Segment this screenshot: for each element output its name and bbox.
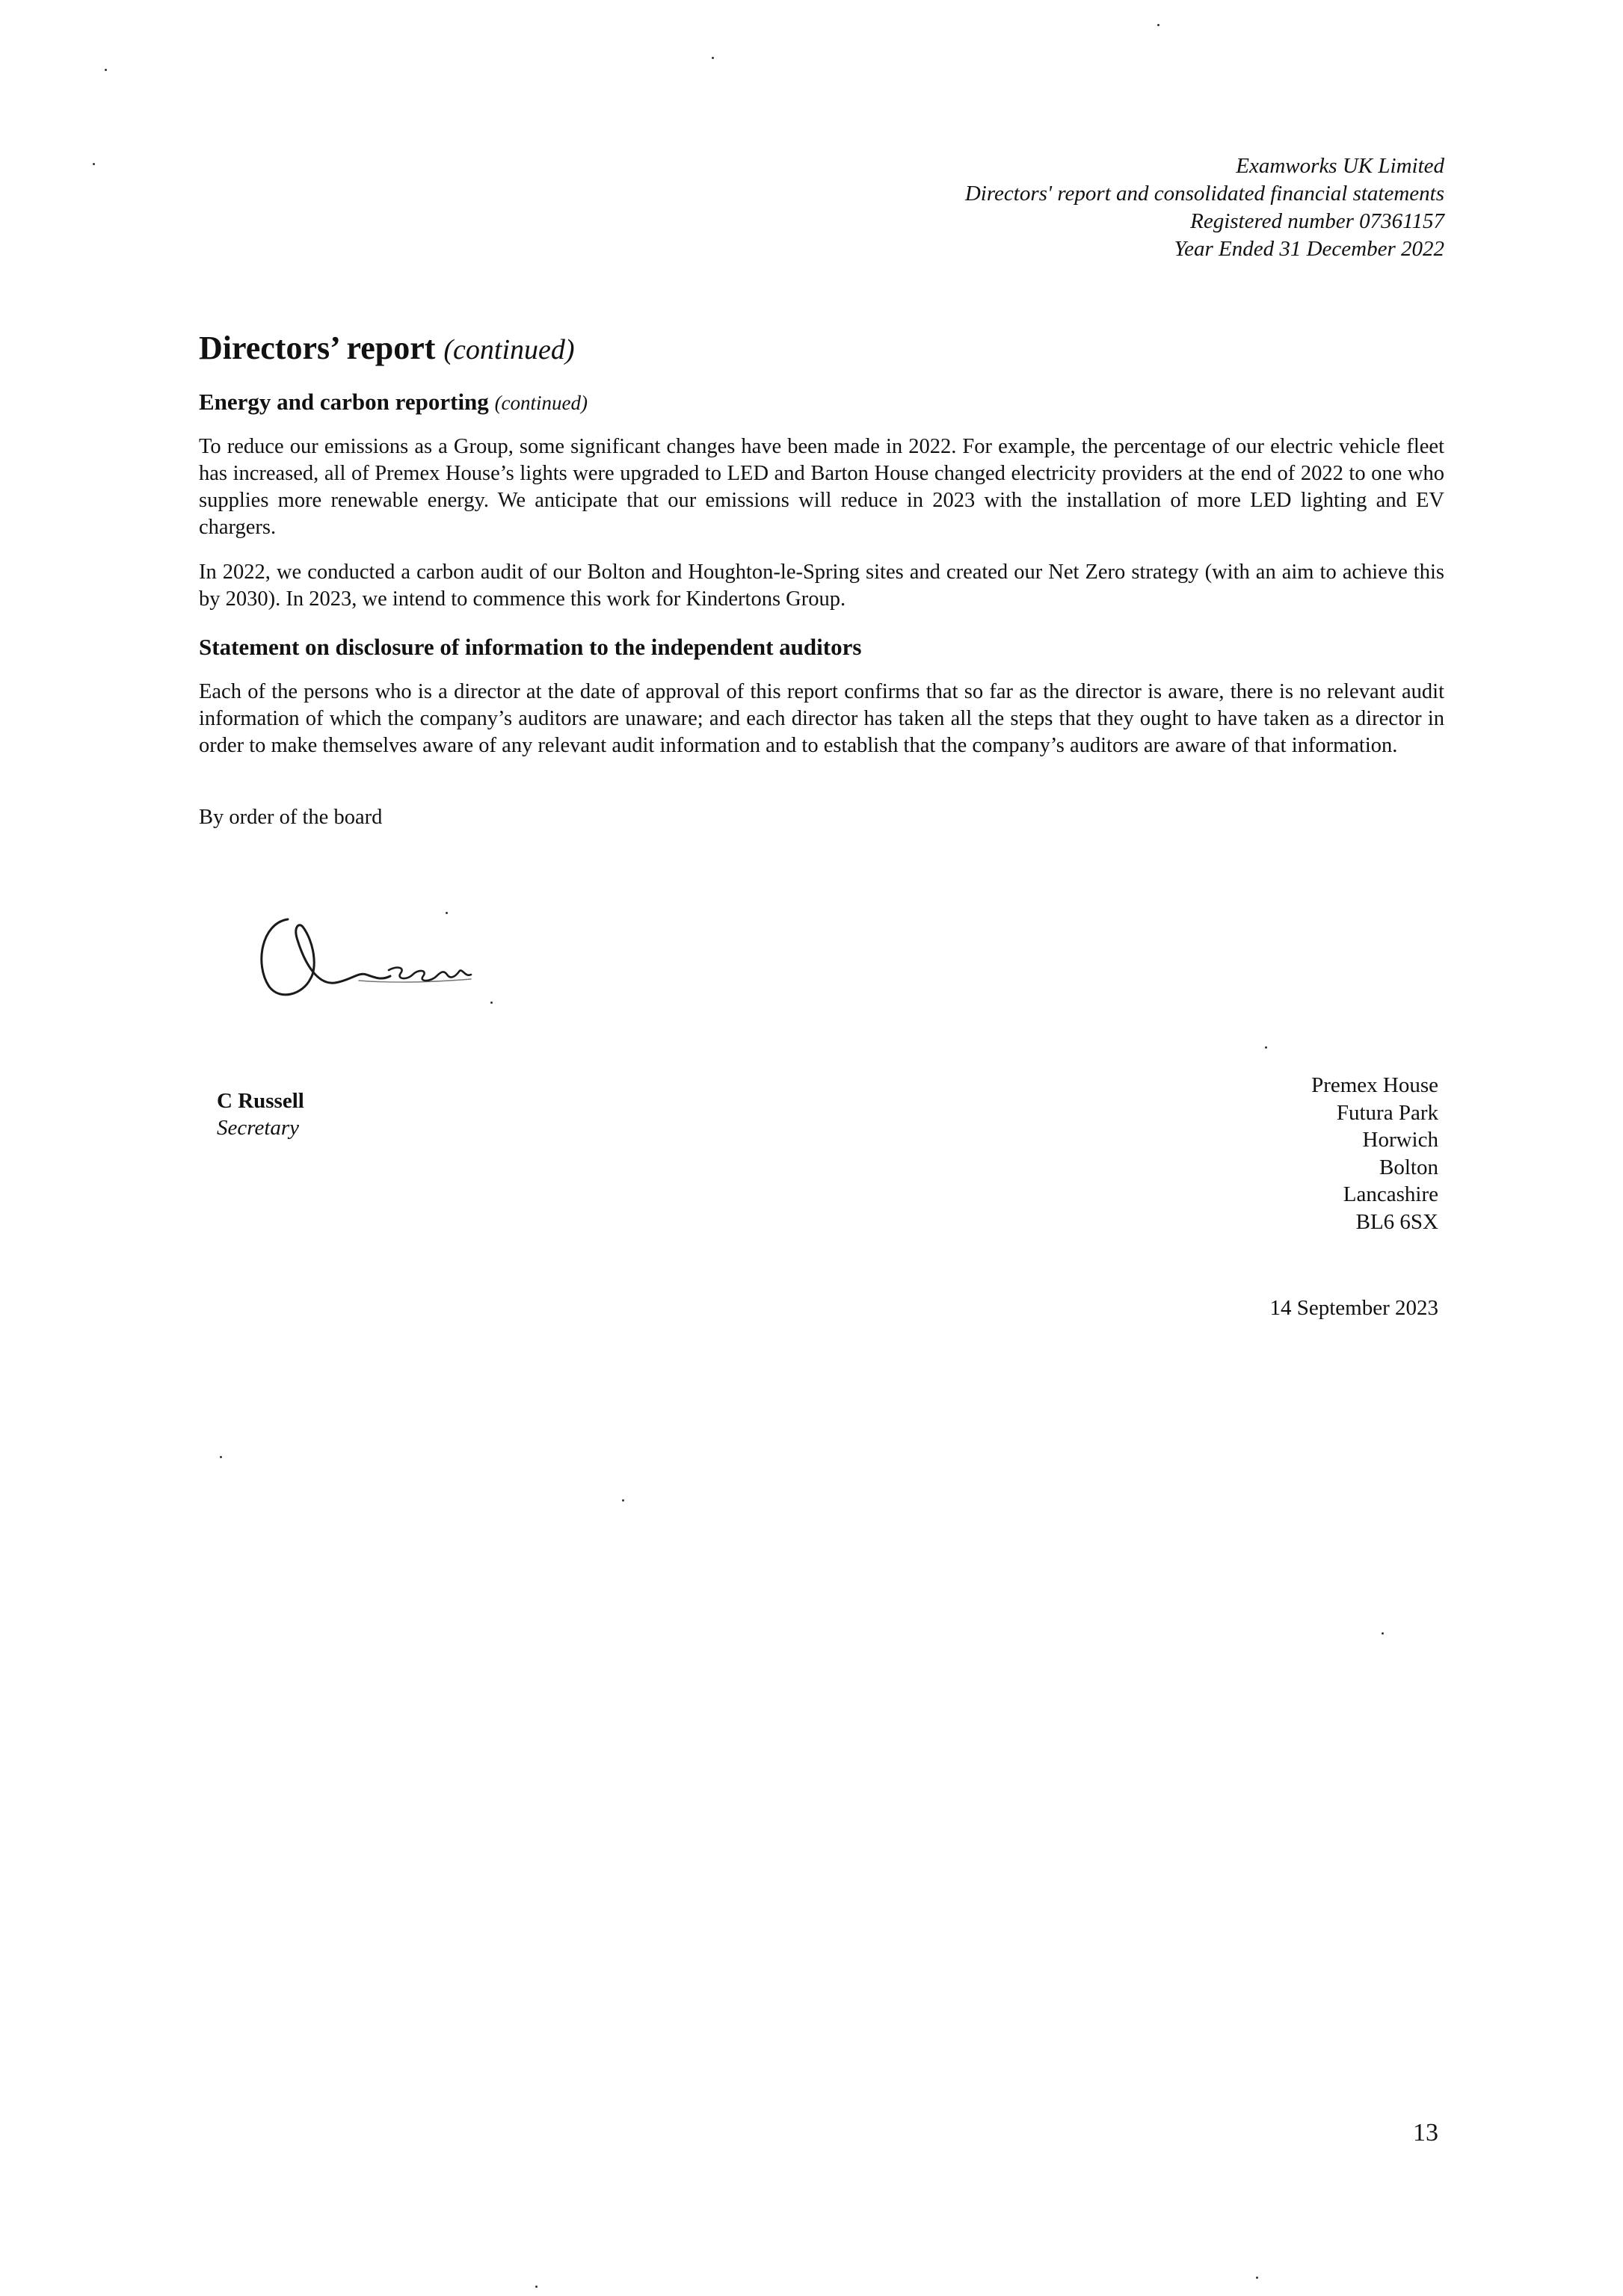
address-line: Futura Park [1336,1100,1438,1125]
address-line: Premex House [1311,1073,1438,1097]
signatory-role: Secretary [217,1116,300,1140]
scan-speck [1157,24,1159,26]
signatory-block [217,1087,304,1141]
address-line: Lancashire [1343,1182,1438,1206]
section-heading-energy [199,387,588,418]
scan-speck [490,1002,493,1004]
section-heading-statement: Statement on disclosure of information to the independent auditors [199,634,862,660]
registered-address [1121,1072,1438,1235]
scan-speck [712,57,714,59]
signatory-name: C Russell [217,1089,304,1113]
page-title-main: Directors’ report [199,330,436,366]
scan-speck [93,163,95,165]
document-header [822,152,1444,263]
header-company: Examworks UK Limited [1236,154,1444,178]
header-document: Directors' report and consolidated financial statements [964,182,1444,206]
energy-heading-continued: (continued) [494,392,588,414]
address-line: Bolton [1379,1155,1438,1179]
address-line: Horwich [1362,1128,1438,1152]
page-title-continued: (continued) [443,334,575,365]
energy-paragraph-1: To reduce our emissions as a Group, some significant changes have been made in 2022. For example, the percentage of our electric vehicle fleet has increased, all of Premex House’s lights were upgraded to LED and Barton House changed electricity providers at the end of 2022 to one who supplies more renewable energy. We anticipate that our emissions will reduce in 2023 with the installation of more LED lighting and EV chargers. [199,435,1444,539]
scan-speck [220,1456,222,1458]
header-period: Year Ended 31 December 2022 [1174,237,1444,261]
scan-speck [1382,1632,1384,1635]
energy-paragraph-2: In 2022, we conducted a carbon audit of our Bolton and Houghton-le-Spring sites and created our Net Zero strategy (with an aim to achieve this by 2030). In 2023, we intend to commence this work for Kindertons Group. [199,561,1444,611]
page-number: 13 [1413,2119,1438,2147]
scan-speck [105,69,107,71]
scan-speck [446,912,448,914]
by-order-text: By order of the board [199,806,383,829]
statement-paragraph: Each of the persons who is a director at the date of approval of this report confirms that so far as the director is aware, there is no relevant audit information of which the company’s auditors are unaware; and each director has taken all the steps that they ought to have taken as a director in order to make themselves aware of any relevant audit information and to establish that the company’s auditors are aware of that information. [199,680,1444,757]
energy-heading-text: Energy and carbon reporting [199,389,489,415]
scan-speck [535,2286,538,2288]
signing-date: 14 September 2023 [1269,1296,1438,1320]
address-line: BL6 6SX [1355,1209,1438,1234]
header-registered-number: Registered number 07361157 [1190,209,1444,233]
scan-speck [622,1499,624,1502]
scan-speck [1256,2277,1258,2279]
page-title [199,327,575,371]
handwritten-signature-icon [247,897,516,1016]
scan-speck [1265,1046,1267,1049]
